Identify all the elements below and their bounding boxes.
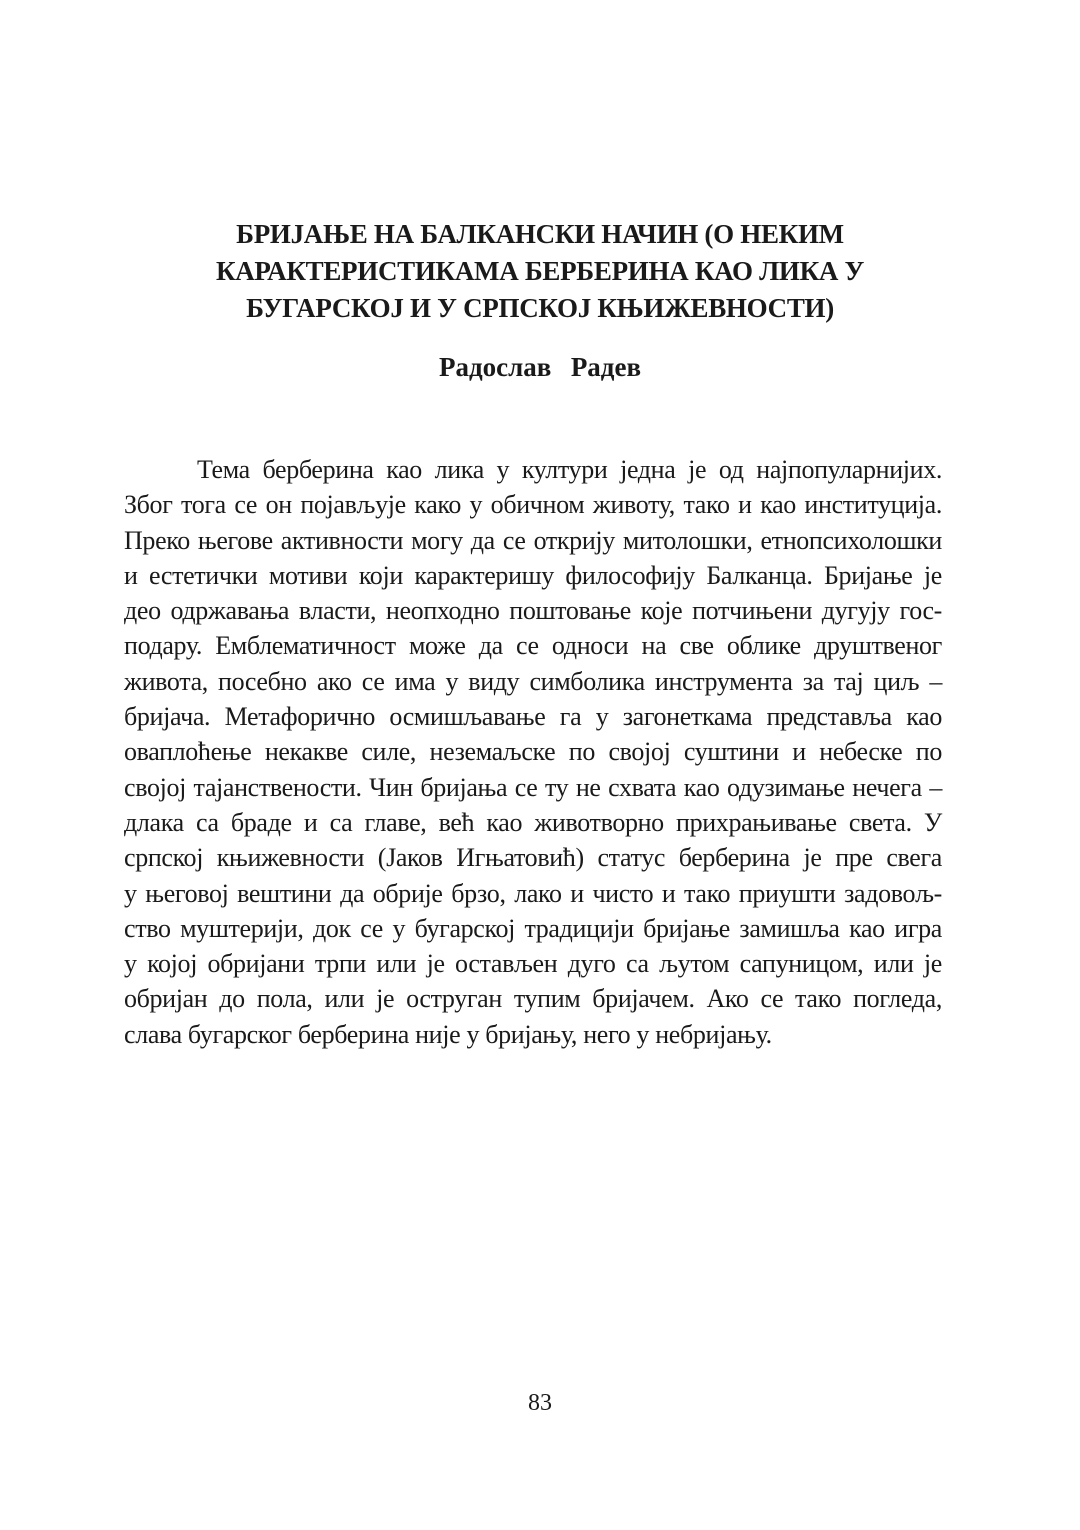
title-line: БУГАРСКОЈ И У СРПСКОЈ КЊИЖЕВНОСТИ) [246,293,834,323]
title-line: КАРАКТЕРИСТИКАМА БЕРБЕРИНА КАО ЛИКА У [215,256,865,286]
paragraph-line: Тема берберина као лика у култури једна је од најпопуларнијих. [197,455,942,484]
paragraph-line: оваплоћење некакве силе, неземаљске по својој суштини и небеске по [124,737,942,767]
title-line: БРИЈАЊЕ НА БАЛКАНСКИ НАЧИН (О НЕКИМ [236,219,844,249]
paragraph-line: бријача. Метафорично осмишљавање га у загонеткама представља као [124,702,942,732]
page-number: 83 [528,1390,552,1416]
paragraph-line: део одржавања власти, неопходно поштовање које потчињени дугују гос- [124,596,942,626]
article-title [120,216,960,327]
paragraph-line: Преко његове активности могу да се открију митолошки, етнопсихолошки [124,525,942,555]
paragraph-line: слава бугарског берберина није у бријању, него у небријању. [124,1019,772,1049]
paragraph-line: ство муштерији, док се у бугарској традицији бријање замишља као игра [124,913,942,943]
paragraph-line: Због тога се он појављује како у обичном животу, тако и као институција. [124,490,942,520]
paragraph-line: у његовој вештини да обрије брзо, лако и чисто и тако приушти задовољ- [124,878,942,908]
abstract-paragraph [124,452,942,1052]
paragraph-line: длака са браде и са главе, већ као животворно прихрањивање света. У [124,807,942,837]
paragraph-line: српској књижевности (Јаков Игњатовић) статус берберина је пре свега [124,843,942,873]
paragraph-line: у којој обријани трпи или је остављен дуго са љутом сапуницом, или је [124,949,942,979]
paragraph-line: живота, посебно ако се има у виду симболика инструмента за тај циљ – [124,666,942,696]
author-name: Радослав Радев [438,352,642,382]
paragraph-line: својој тајанствености. Чин бријања се ту не схвата као одузимање нечега – [124,772,942,802]
paragraph-line: обријан до пола, или је оструган тупим бријачем. Ако се тако погледа, [124,984,942,1014]
paragraph-line: и естетички мотиви који карактеришу философију Балканца. Бријање је [124,560,942,590]
paragraph-line: подару. Емблематичност може да се односи на све облике друштвеног [124,631,942,661]
